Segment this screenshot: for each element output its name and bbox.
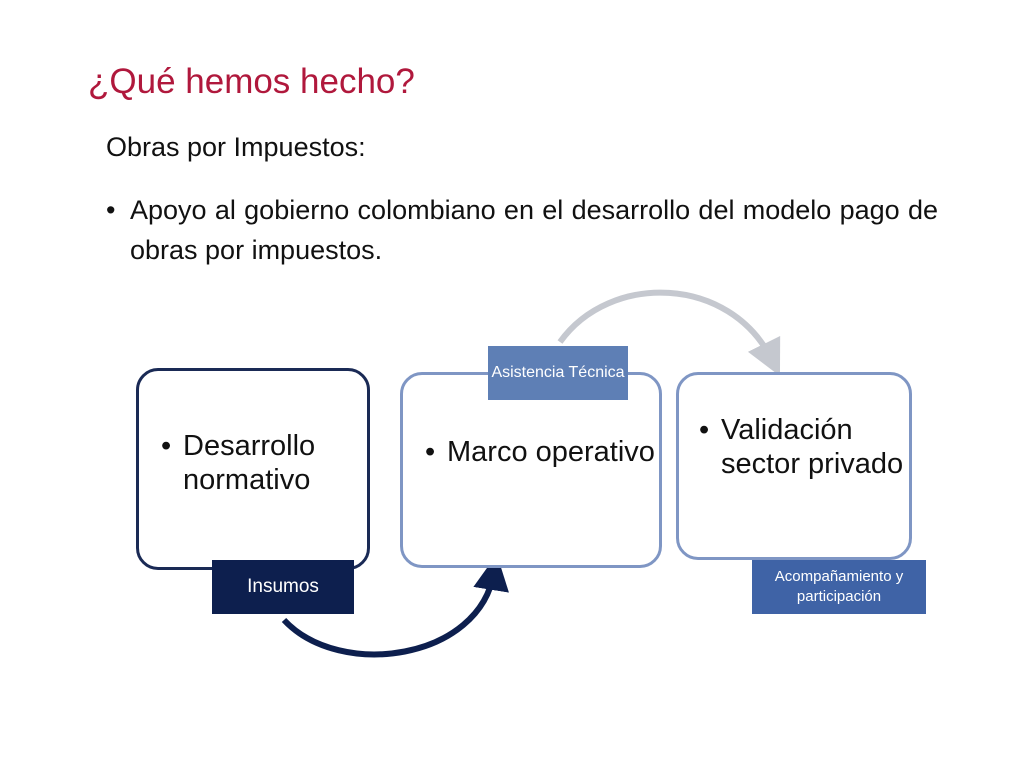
bullet-icon: •	[106, 195, 116, 225]
step-label: Marco operativo	[447, 436, 655, 468]
bullet-icon: •	[161, 430, 172, 462]
step-box-marco-operativo	[400, 372, 662, 568]
tag-acompanamiento: Acompañamiento y participación	[752, 560, 926, 614]
bullet-icon: •	[425, 436, 436, 468]
step-label: Validación sector privado	[721, 414, 904, 480]
step-box-validacion-sector-privado	[676, 372, 912, 560]
bullet-text: Apoyo al gobierno colombiano en el desarrollo del modelo pago de obras por impuestos.	[130, 195, 938, 265]
step-box-desarrollo-normativo	[136, 368, 370, 570]
slide-title: ¿Qué hemos hecho?	[88, 62, 415, 101]
slide-subtitle: Obras por Impuestos:	[106, 132, 366, 162]
bullet-icon: •	[699, 414, 710, 446]
step-label: Desarrollo normativo	[183, 430, 316, 496]
tag-insumos: Insumos	[212, 560, 354, 614]
tag-asistencia-tecnica: Asistencia Técnica	[488, 346, 628, 400]
